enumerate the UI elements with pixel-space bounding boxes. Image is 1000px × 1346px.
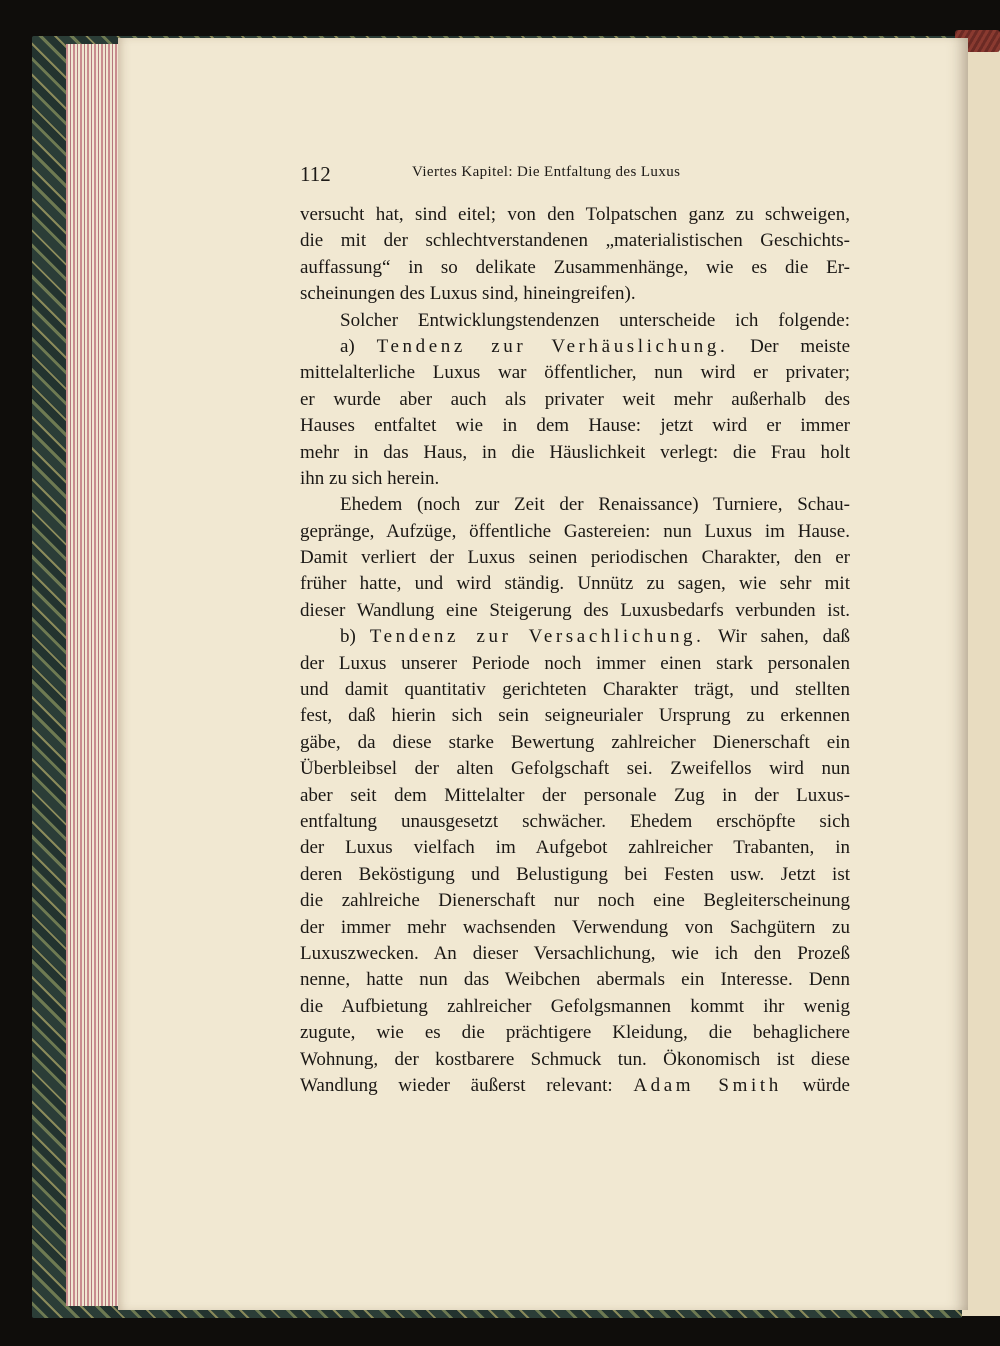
- text-line: ihn zu sich herein.: [300, 467, 440, 489]
- page-number: 112: [300, 162, 331, 186]
- last-line-name: Adam Smith: [633, 1074, 782, 1096]
- text-line: Wohnung, der kostbarere Schmuck tun. Ökonomisch ist diese: [300, 1048, 850, 1070]
- heading-a-term: Tendenz zur Verhäuslichung.: [376, 335, 729, 357]
- text-line-last: [300, 1073, 850, 1099]
- text-line: Luxuszwecken. An dieser Versachlichung, wie ich den Prozeß: [300, 942, 850, 964]
- text-line: zugute, wie es die prächtigere Kleidung, die behaglichere: [300, 1022, 850, 1044]
- text-line: die zahlreiche Dienerschaft nur noch eine Begleiterscheinung: [300, 890, 850, 912]
- text-line: mehr in das Haus, in die Häuslichkeit verlegt: die Frau holt: [300, 441, 850, 463]
- text-line: Damit verliert der Luxus seinen periodischen Charakter, den er: [300, 547, 850, 569]
- text-line: Überbleibsel der alten Gefolgschaft sei. Zweifellos wird nun: [300, 758, 850, 780]
- heading-b-rest: Wir sahen, daß: [704, 626, 850, 648]
- text-line: die Aufbietung zahlreicher Gefolgsmannen kommt ihr wenig: [300, 995, 850, 1017]
- text-line: der Luxus unserer Periode noch immer einen stark personalen: [300, 652, 850, 674]
- page-edges: [66, 44, 126, 1306]
- text-line: mittelalterliche Luxus war öffentlicher, nun wird er privater;: [300, 362, 850, 384]
- text-line: dieser Wandlung eine Steigerung des Luxusbedarfs verbunden ist.: [300, 599, 850, 621]
- text-line: auffassung“ in so delikate Zusammenhänge, wie es die Er-: [300, 256, 850, 278]
- running-head: Viertes Kapitel: Die Entfaltung des Luxus: [412, 164, 681, 180]
- text-line: früher hatte, und wird ständig. Unnütz zu sagen, wie sehr mit: [300, 573, 850, 595]
- text-line: fest, daß hierin sich sein seigneurialer Ursprung zu erkennen: [300, 705, 850, 727]
- text-line: der Luxus vielfach im Aufgebot zahlreicher Trabanten, in: [300, 837, 850, 859]
- text-line: er wurde aber auch als privater weit mehr außerhalb des: [300, 388, 850, 410]
- text-line: gäbe, da diese starke Bewertung zahlreicher Dienerschaft ein: [300, 731, 850, 753]
- text-line: aber seit dem Mittelalter der personale Zug in der Luxus-: [300, 784, 850, 806]
- text-line: der immer mehr wachsenden Verwendung von Sachgütern zu: [300, 916, 850, 938]
- heading-b-term: Tendenz zur Versachlichung.: [369, 626, 705, 648]
- text-line: die mit der schlechtverstandenen „materialistischen Geschichts-: [300, 230, 850, 252]
- last-line-post: würde: [781, 1074, 850, 1096]
- text-line: Hauses entfaltet wie in dem Hause: jetzt wird er immer: [300, 415, 850, 437]
- text-line: nenne, hatte nun das Weibchen abermals ein Interesse. Denn: [300, 969, 850, 991]
- page-header: [300, 160, 850, 190]
- heading-a-label: a): [340, 335, 377, 357]
- text-line: versucht hat, sind eitel; von den Tolpatschen ganz zu schweigen,: [300, 204, 850, 225]
- text-line-heading-b: [300, 624, 850, 650]
- text-line: Solcher Entwicklungstendenzen unterscheide ich folgende:: [340, 309, 850, 331]
- body-text: [300, 202, 850, 1099]
- text-line: deren Beköstigung und Belustigung bei Festen usw. Jetzt ist: [300, 863, 850, 885]
- heading-b-label: b): [340, 626, 370, 648]
- heading-a-rest: Der meiste: [728, 335, 851, 357]
- text-line: und damit quantitativ gerichteten Charakter trägt, und stellten: [300, 679, 850, 701]
- text-line: entfaltung unausgesetzt schwächer. Ehedem erschöpfte sich: [300, 810, 850, 832]
- text-line: gepränge, Aufzüge, öffentliche Gastereien: nun Luxus im Hause.: [300, 520, 850, 542]
- text-line-heading-a: [300, 334, 850, 360]
- text-line: Ehedem (noch zur Zeit der Renaissance) Turniere, Schau-: [340, 494, 850, 516]
- text-line: scheinungen des Luxus sind, hineingreifen).: [300, 283, 636, 305]
- last-line-pre: Wandlung wieder äußerst relevant:: [300, 1074, 634, 1096]
